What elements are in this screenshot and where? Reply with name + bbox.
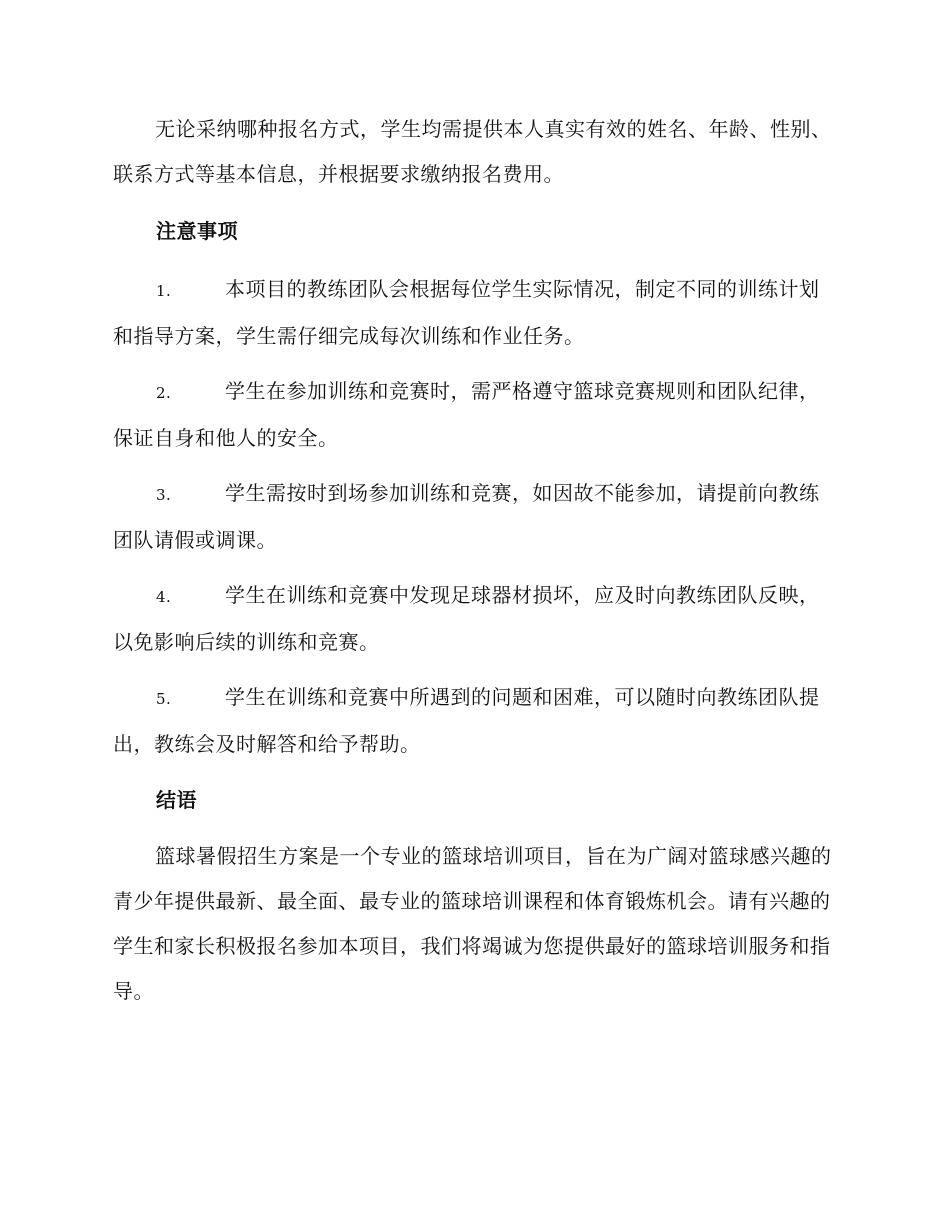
list-item-text: 学生在参加训练和竞赛时，需严格遵守篮球竞赛规则和团队纪律，保证自身和他人的安全。 <box>113 379 820 450</box>
conclusion-heading: 结语 <box>156 788 197 812</box>
list-item-number: 4. <box>156 588 172 606</box>
list-item-text: 学生在训练和竞赛中所遇到的问题和困难，可以随时向教练团队提出，教练会及时解答和给予帮助。 <box>113 685 820 756</box>
list-item <box>113 573 835 665</box>
list-item-number: 5. <box>156 690 172 708</box>
notes-heading: 注意事项 <box>156 219 238 243</box>
list-item <box>113 675 835 767</box>
conclusion-paragraph: 篮球暑假招生方案是一个专业的篮球培训项目，旨在为广阔对篮球感兴趣的青少年提供最新、最全面、最专业的篮球培训课程和体育锻炼机会。请有兴趣的学生和家长积极报名参加本项目，我们将竭诚为您提供最好的篮球培训服务和指导。 <box>113 844 832 1003</box>
list-item-text: 学生需按时到场参加训练和竞赛，如因故不能参加，请提前向教练团队请假或调课。 <box>113 481 820 552</box>
list-item <box>113 267 835 359</box>
list-item-number: 1. <box>156 282 172 300</box>
list-item-number: 3. <box>156 486 172 504</box>
list-item-number: 2. <box>156 384 172 402</box>
intro-paragraph: 无论采纳哪种报名方式，学生均需提供本人真实有效的姓名、年龄、性别、联系方式等基本信息，并根据要求缴纳报名费用。 <box>113 117 832 186</box>
list-item-text: 本项目的教练团队会根据每位学生实际情况，制定不同的训练计划和指导方案，学生需仔细完成每次训练和作业任务。 <box>113 277 820 348</box>
list-item <box>113 369 835 461</box>
list-item-text: 学生在训练和竞赛中发现足球器材损坏，应及时向教练团队反映，以免影响后续的训练和竞赛。 <box>113 583 820 654</box>
list-item <box>113 471 835 563</box>
